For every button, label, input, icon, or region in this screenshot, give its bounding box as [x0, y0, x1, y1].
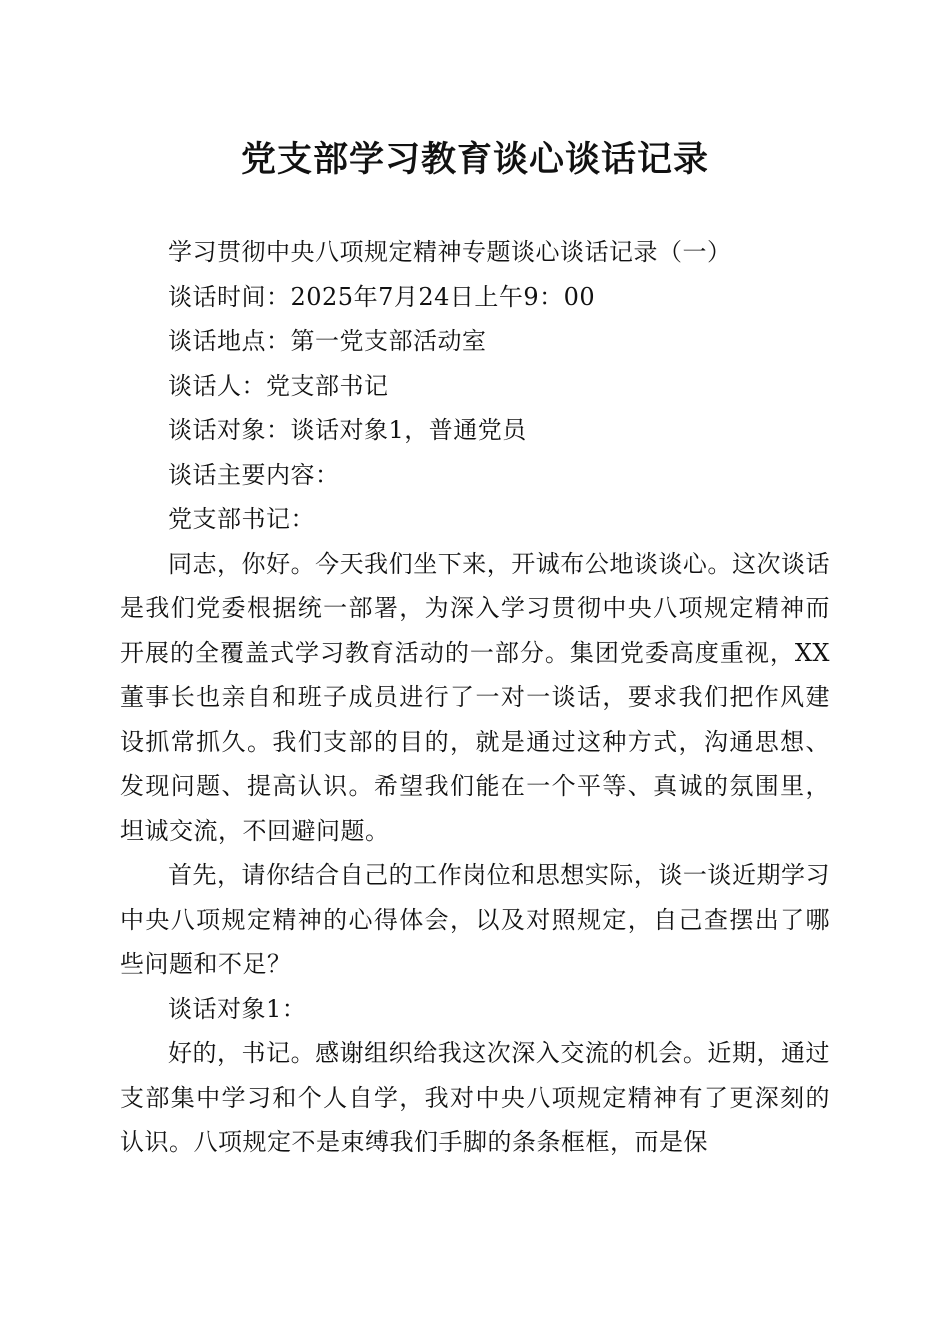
meta-subtitle: 学习贯彻中央八项规定精神专题谈心谈话记录（一） [168, 238, 732, 266]
secretary-paragraph-1: 同志，你好。今天我们坐下来，开诚布公地谈谈心。这次谈话是我们党委根据统一部署，为深入学习贯彻中央八项规定精神而开展的全覆盖式学习教育活动的一部分。集团党委高度重视，XX董事长也亲自和班子成员进行了一对一谈话，要求我们把作风建设抓常抓久。我们支部的目的，就是通过这种方式，沟通思想、发现问题、提高认识。希望我们能在一个平等、真诚的氛围里，坦诚交流，不回避问题。 [120, 549, 830, 845]
secretary-paragraph-2: 首先，请你结合自己的工作岗位和思想实际，谈一谈近期学习中央八项规定精神的心得体会，以及对照规定，自己查摆出了哪些问题和不足？ [120, 861, 830, 978]
meta-location: 谈话地点：第一党支部活动室 [168, 327, 487, 355]
document-title: 党支部学习教育谈心谈话记录 [240, 139, 709, 180]
conversation-body [120, 497, 830, 1165]
speaker-label-secretary: 党支部书记： [168, 505, 315, 533]
speaker-label-interviewee: 谈话对象1： [168, 994, 307, 1023]
interviewee-paragraph-1: 好的，书记。感谢组织给我这次深入交流的机会。近期，通过支部集中学习和个人自学，我对中央八项规定精神有了更深刻的认识。八项规定不是束缚我们手脚的条条框框，而是保 [120, 1039, 830, 1156]
meta-section [120, 230, 830, 497]
meta-interviewer: 谈话人：党支部书记 [168, 371, 389, 400]
meta-time: 谈话时间：2025年7月24日上午9：00 [168, 282, 596, 311]
meta-content-heading: 谈话主要内容： [168, 460, 340, 489]
meta-interviewee: 谈话对象：谈话对象1，普通党员 [168, 416, 527, 444]
